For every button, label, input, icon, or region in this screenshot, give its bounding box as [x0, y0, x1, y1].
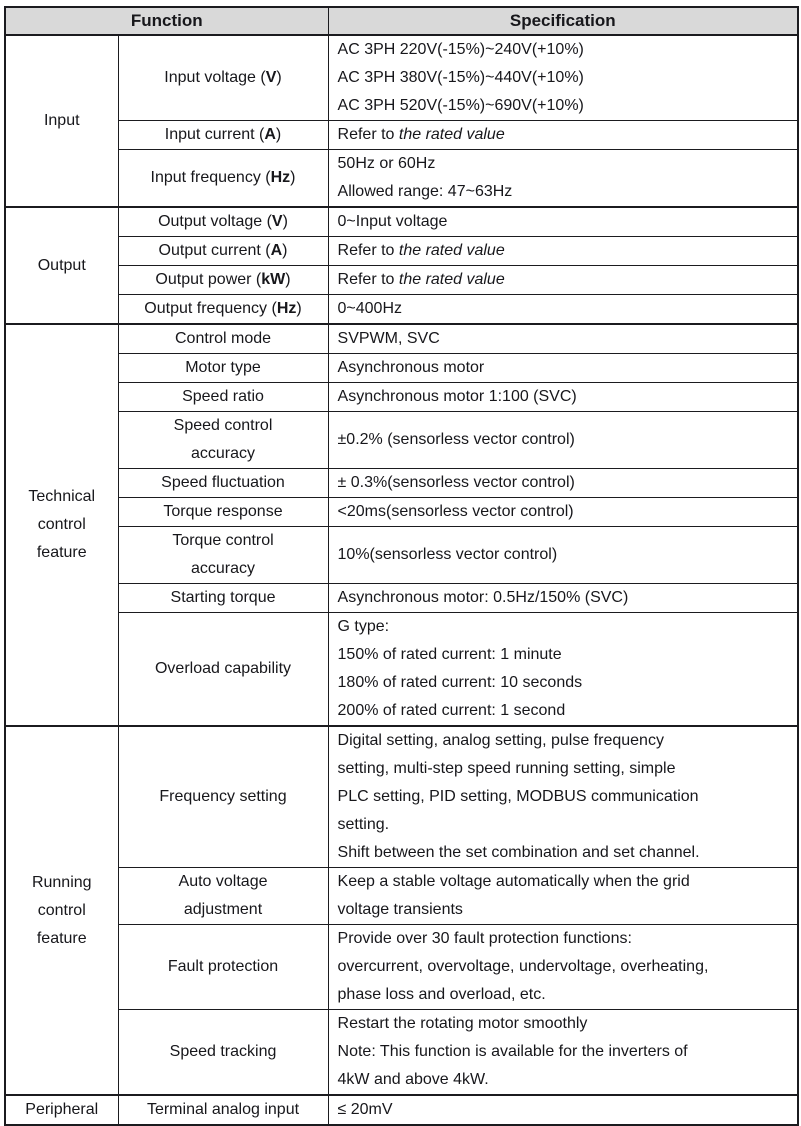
- text-line: [338, 383, 792, 411]
- text-segment: AC 3PH 380V(-15%)~440V(+10%): [337, 69, 584, 86]
- text-segment: 4kW and above 4kW.: [337, 1071, 489, 1088]
- italic-text-segment: the rated value: [398, 271, 505, 288]
- function-group-cell: [5, 1095, 118, 1125]
- text-segment: control: [37, 901, 86, 919]
- text-line: [119, 527, 328, 555]
- function-group-cell: [5, 207, 118, 324]
- text-segment: AC 3PH 220V(-15%)~240V(+10%): [337, 41, 584, 58]
- text-line: [119, 164, 328, 192]
- text-segment: Output power (: [155, 271, 262, 288]
- specification-cell: [328, 1095, 798, 1125]
- text-line: [6, 252, 118, 280]
- text-line: [119, 121, 328, 149]
- text-line: [6, 539, 118, 567]
- italic-text-segment: the rated value: [398, 126, 505, 143]
- text-segment: ±0.2% (sensorless vector control): [337, 431, 575, 448]
- function-item-cell: [118, 1010, 328, 1096]
- function-item-cell: [118, 35, 328, 121]
- text-line: [119, 896, 328, 924]
- text-segment: Digital setting, analog setting, pulse frequency: [337, 732, 664, 749]
- table-row: [5, 266, 798, 295]
- text-segment: ): [282, 213, 288, 230]
- specification-cell: [328, 150, 798, 208]
- text-line: [338, 64, 792, 92]
- table-row: [5, 868, 798, 925]
- table-row: [5, 498, 798, 527]
- text-segment: PLC setting, PID setting, MODBUS communication: [337, 788, 699, 805]
- specification-cell: [328, 498, 798, 527]
- text-segment: Running: [31, 873, 92, 891]
- text-line: [119, 295, 328, 323]
- function-item-cell: [118, 412, 328, 469]
- text-segment: Allowed range: 47~63Hz: [337, 183, 513, 200]
- text-line: [338, 469, 792, 497]
- text-line: [119, 498, 328, 526]
- text-segment: ≤ 20mV: [337, 1101, 393, 1118]
- table-row: [5, 237, 798, 266]
- text-line: [6, 483, 118, 511]
- text-segment: feature: [36, 544, 87, 561]
- table-row: [5, 925, 798, 1010]
- text-line: [119, 953, 328, 981]
- text-segment: phase loss and overload, etc.: [337, 986, 546, 1003]
- function-item-cell: [118, 925, 328, 1010]
- text-line: [338, 896, 792, 924]
- table-row: [5, 35, 798, 121]
- text-line: [338, 868, 792, 896]
- text-line: [338, 354, 792, 382]
- text-segment: Speed ratio: [182, 388, 264, 405]
- specification-cell: [328, 726, 798, 868]
- table-row: [5, 613, 798, 727]
- text-line: [119, 555, 328, 583]
- text-segment: accuracy: [190, 560, 256, 577]
- text-line: [338, 150, 792, 178]
- function-item-cell: [118, 469, 328, 498]
- text-segment: Frequency setting: [159, 788, 287, 805]
- bold-text-segment: A: [270, 242, 283, 259]
- function-item-cell: [118, 1095, 328, 1125]
- text-segment: 10%(sensorless vector control): [337, 546, 558, 563]
- bold-text-segment: kW: [261, 271, 286, 288]
- text-segment: Fault protection: [167, 958, 279, 975]
- specification-cell: [328, 295, 798, 325]
- specification-column-header: Specification: [328, 7, 798, 35]
- specification-cell: [328, 237, 798, 266]
- specification-cell: [328, 584, 798, 613]
- text-line: [338, 1096, 792, 1124]
- text-segment: 180% of rated current: 10 seconds: [337, 674, 583, 691]
- text-segment: Starting torque: [170, 589, 276, 606]
- text-segment: Peripheral: [25, 1101, 99, 1118]
- text-segment: overcurrent, overvoltage, undervoltage, overheating,: [337, 958, 709, 975]
- text-line: [338, 178, 792, 206]
- text-line: [338, 325, 792, 353]
- text-segment: Asynchronous motor: 0.5Hz/150% (SVC): [337, 589, 629, 606]
- text-line: [338, 295, 792, 323]
- text-line: [119, 1096, 328, 1124]
- specification-cell: [328, 207, 798, 237]
- function-item-cell: [118, 121, 328, 150]
- text-segment: setting.: [337, 816, 390, 833]
- text-line: [119, 237, 328, 265]
- text-line: [338, 1066, 792, 1094]
- text-segment: ): [285, 271, 291, 288]
- text-line: [338, 727, 792, 755]
- function-item-cell: [118, 237, 328, 266]
- function-item-cell: [118, 498, 328, 527]
- function-item-cell: [118, 354, 328, 383]
- text-segment: Speed tracking: [169, 1043, 277, 1060]
- text-segment: Speed control: [173, 417, 273, 434]
- text-line: [119, 584, 328, 612]
- text-segment: 50Hz or 60Hz: [337, 155, 436, 172]
- specification-cell: [328, 266, 798, 295]
- text-line: [338, 266, 792, 294]
- table-row: [5, 412, 798, 469]
- function-item-cell: [118, 207, 328, 237]
- bold-text-segment: Hz: [270, 169, 291, 186]
- function-item-cell: [118, 383, 328, 412]
- text-line: [119, 440, 328, 468]
- text-segment: Refer to: [337, 126, 399, 143]
- text-line: [338, 641, 792, 669]
- text-segment: 150% of rated current: 1 minute: [337, 646, 562, 663]
- text-segment: adjustment: [183, 901, 263, 918]
- text-segment: Auto voltage: [178, 873, 268, 890]
- text-segment: Torque control: [172, 532, 274, 549]
- function-item-cell: [118, 527, 328, 584]
- header-row: [5, 7, 798, 35]
- specification-cell: [328, 412, 798, 469]
- text-line: [338, 669, 792, 697]
- text-segment: G type:: [337, 618, 390, 635]
- function-item-cell: [118, 150, 328, 208]
- table-row: [5, 354, 798, 383]
- text-segment: 0~400Hz: [337, 300, 403, 317]
- table-row: [5, 527, 798, 584]
- specification-cell: [328, 527, 798, 584]
- specification-cell: [328, 354, 798, 383]
- text-segment: Refer to: [337, 271, 399, 288]
- text-segment: ): [296, 300, 302, 317]
- table-row: [5, 383, 798, 412]
- specification-cell: [328, 613, 798, 727]
- text-segment: Provide over 30 fault protection functions:: [337, 930, 632, 947]
- italic-text-segment: the rated value: [398, 242, 505, 259]
- table-row: [5, 726, 798, 868]
- text-line: [6, 1096, 118, 1124]
- table-row: [5, 295, 798, 325]
- bold-text-segment: V: [265, 69, 277, 86]
- function-column-header: Function: [5, 7, 328, 35]
- text-segment: Input voltage (: [164, 69, 266, 86]
- function-item-cell: [118, 613, 328, 727]
- text-segment: setting, multi-step speed running setting, simple: [337, 760, 676, 777]
- text-line: [338, 121, 792, 149]
- text-line: [338, 925, 792, 953]
- text-line: [338, 755, 792, 783]
- text-segment: Shift between the set combination and set channel.: [337, 844, 700, 861]
- text-segment: Control mode: [174, 330, 272, 347]
- specification-cell: [328, 324, 798, 354]
- table-row: [5, 469, 798, 498]
- text-line: [338, 839, 792, 867]
- function-item-cell: [118, 868, 328, 925]
- text-line: [338, 1010, 792, 1038]
- text-line: [338, 498, 792, 526]
- table-row: [5, 207, 798, 237]
- text-segment: Input frequency (: [150, 169, 271, 186]
- function-group-cell: [5, 35, 118, 207]
- table-row: [5, 1010, 798, 1096]
- function-item-cell: [118, 295, 328, 325]
- bold-text-segment: A: [264, 126, 276, 143]
- function-group-cell: [5, 324, 118, 726]
- text-segment: voltage transients: [337, 901, 463, 918]
- text-segment: Output voltage (: [158, 213, 272, 230]
- text-line: [119, 354, 328, 382]
- text-segment: Output current (: [158, 242, 271, 259]
- text-line: [119, 1038, 328, 1066]
- text-line: [338, 541, 792, 569]
- text-line: [338, 1038, 792, 1066]
- table-row: [5, 121, 798, 150]
- table-row: [5, 1095, 798, 1125]
- text-line: [6, 897, 118, 925]
- text-segment: Note: This function is available for the inverters of: [337, 1043, 688, 1060]
- specification-table: [4, 6, 799, 1126]
- text-segment: ): [290, 169, 296, 186]
- function-group-cell: [5, 726, 118, 1095]
- text-line: [338, 953, 792, 981]
- function-item-cell: [118, 266, 328, 295]
- text-line: [119, 868, 328, 896]
- bold-text-segment: V: [271, 213, 283, 230]
- function-item-cell: [118, 726, 328, 868]
- table-row: [5, 324, 798, 354]
- text-segment: 200% of rated current: 1 second: [337, 702, 566, 719]
- text-line: [119, 655, 328, 683]
- text-segment: Motor type: [185, 359, 261, 376]
- text-line: [6, 107, 118, 135]
- table-row: [5, 150, 798, 208]
- text-line: [338, 981, 792, 1009]
- text-line: [6, 511, 118, 539]
- function-item-cell: [118, 324, 328, 354]
- text-line: [338, 237, 792, 265]
- text-segment: 0~Input voltage: [337, 213, 448, 230]
- text-line: [338, 584, 792, 612]
- text-line: [338, 613, 792, 641]
- specification-cell: [328, 925, 798, 1010]
- table-row: [5, 584, 798, 613]
- text-line: [119, 469, 328, 497]
- text-line: [119, 64, 328, 92]
- text-segment: Output frequency (: [144, 300, 277, 317]
- text-line: [119, 383, 328, 411]
- text-segment: ): [276, 69, 282, 86]
- text-line: [338, 208, 792, 236]
- specification-cell: [328, 1010, 798, 1096]
- specification-cell: [328, 121, 798, 150]
- text-segment: ): [275, 126, 282, 143]
- text-segment: Output: [37, 256, 86, 274]
- text-segment: Torque response: [163, 503, 283, 520]
- text-segment: SVPWM, SVC: [337, 330, 440, 347]
- text-line: [119, 208, 328, 236]
- text-segment: Overload capability: [154, 660, 292, 677]
- text-line: [119, 325, 328, 353]
- text-segment: Asynchronous motor: [337, 359, 485, 376]
- text-segment: Speed fluctuation: [161, 474, 285, 491]
- text-segment: Terminal analog input: [146, 1101, 300, 1118]
- text-segment: accuracy: [190, 445, 256, 462]
- text-segment: Input current (: [164, 126, 265, 143]
- text-line: [119, 412, 328, 440]
- text-line: [6, 869, 118, 897]
- bold-text-segment: Hz: [276, 300, 297, 317]
- specification-cell: [328, 469, 798, 498]
- text-line: [338, 426, 792, 454]
- text-segment: Input: [43, 112, 80, 129]
- text-line: [338, 697, 792, 725]
- text-line: [338, 783, 792, 811]
- text-line: [119, 783, 328, 811]
- text-line: [119, 266, 328, 294]
- text-line: [338, 36, 792, 64]
- table-body: [5, 35, 798, 1125]
- text-segment: Restart the rotating motor smoothly: [337, 1015, 588, 1032]
- specification-cell: [328, 35, 798, 121]
- text-segment: <20ms(sensorless vector control): [337, 503, 574, 520]
- text-segment: control: [37, 516, 86, 533]
- text-line: [338, 92, 792, 120]
- text-segment: feature: [36, 929, 87, 947]
- text-segment: AC 3PH 520V(-15%)~690V(+10%): [337, 97, 584, 114]
- specification-cell: [328, 868, 798, 925]
- text-segment: ± 0.3%(sensorless vector control): [337, 474, 575, 491]
- function-item-cell: [118, 584, 328, 613]
- text-line: [338, 811, 792, 839]
- specification-cell: [328, 383, 798, 412]
- text-segment: Technical: [28, 488, 96, 505]
- text-segment: Refer to: [337, 242, 399, 259]
- text-segment: ): [282, 242, 288, 259]
- text-segment: Keep a stable voltage automatically when the grid: [337, 873, 690, 890]
- text-segment: Asynchronous motor 1:100 (SVC): [337, 388, 577, 405]
- text-line: [6, 925, 118, 953]
